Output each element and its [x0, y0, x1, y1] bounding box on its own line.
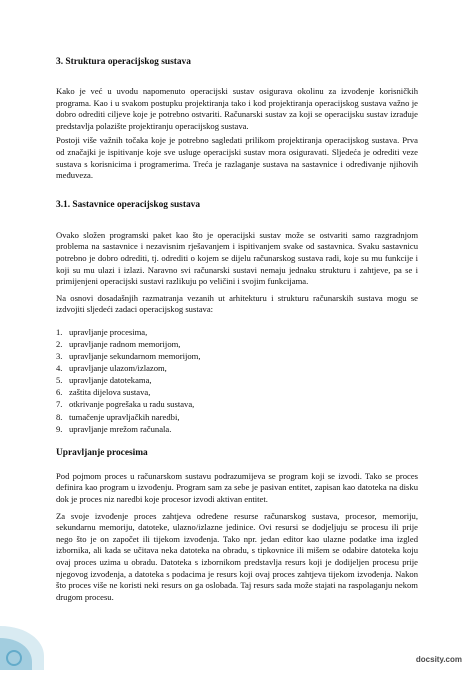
paragraph-process-resources: Za svoje izvođenje proces zahtjeva određene resurse računarskog sustava, procesor, memoriju, sekundarnu memoriju, datoteke, ulazno/izlazne jedinice. Ovi resursi se dodjeljuju se procesu ili prije nego što je on započet ili tijekom izvođenja. Tako npr. jedan editor kao ulazne podatke ima izgled izbornika, ali kada se učitava neka datoteka na obradu, s tipkovnice ili mišem se odabire datoteka koju ovaj proces uzima u obradu. Datoteka s izbornikom predstavlja resurs koji je dodijeljen procesu prije njegovog izvođenja, a datoteka s podacima je resurs koji ovaj proces zahtjeva tijekom izvođenja. Nakon što proces više ne koristi neki resurs on ga oslobađa. Taj resurs sada može stajati na raspolaganju nekom drugom procesu. [56, 510, 418, 602]
docsity-watermark-icon [0, 612, 52, 670]
list-item [56, 398, 418, 410]
list-item [56, 386, 418, 398]
list-text: upravljanje procesima, [69, 326, 148, 337]
list-item [56, 411, 418, 423]
list-item [56, 338, 418, 350]
list-number: 4. [56, 363, 63, 374]
list-text: upravljanje ulazom/izlazom, [69, 363, 167, 374]
list-text: tumačenje upravljačkih naredbi, [69, 411, 180, 422]
list-item [56, 326, 418, 338]
document-page [56, 56, 418, 603]
docsity-logo-icon [0, 612, 52, 670]
tasks-list [56, 326, 418, 435]
list-text: upravljanje radnom memorijom, [69, 339, 181, 349]
list-number: 8. [56, 411, 63, 422]
list-number: 3. [56, 351, 63, 362]
list-number: 6. [56, 387, 63, 398]
paragraph-tasks-intro: Na osnovi dosadašnjih razmatranja vezanih ut arhitekturu i strukturu računarskih sustava mogu se izdvojiti sljedeći zadaci operacijskog sustava: [56, 292, 418, 315]
paragraph-design-points: Postoji više važnih točaka koje je potrebno sagledati prilikom projektiranja operacijskog sustava. Prva od značajki je ispitivanje koje sve usluge operacijski sustav mora osiguravati. Sljedeća je odrediti veze sustava s korisnicima i programerima. Treća je razlaganje sustava na sastavnice i određivanje njihovih međuveza. [56, 135, 418, 181]
list-item [56, 374, 418, 386]
paragraph-process-definition: Pod pojmom proces u računarskom sustavu podrazumijeva se program koji se izvodi. Tako se proces definira kao program u izvođenju. Program sam za sebe je pasivan entitet, zapisan kao datoteka na disku dok je proces niz naredbi koje procesor izvodi aktivan entitet. [56, 470, 418, 504]
list-text: otkrivanje pogrešaka u radu sustava, [69, 399, 195, 410]
section-heading-process-management: Upravljanje procesima [56, 447, 148, 458]
list-number: 2. [56, 339, 63, 349]
list-text: upravljanje mrežom računala. [69, 423, 172, 434]
list-item [56, 362, 418, 374]
list-text: upravljanje sekundarnom memorijom, [69, 351, 201, 362]
paragraph-intro: Kako je već u uvodu napomenuto operacijski sustav osigurava okolinu za izvođenje korisničkih programa. Kao i u svakom postupku projektiranja tako i kod projektiranja operacijskog sustava važno je dobro odrediti ciljeve koje je potrebno ostvariti. Računarski sustav za koji se operacijsku sustav izrađuje predstavlja polazište projektiranju operacijskog sustava. [56, 86, 418, 131]
list-text: zaštita dijelova sustava, [69, 387, 151, 398]
paragraph-components: Ovako složen programski paket kao što je operacijski sustav može se ostvariti samo razgradnjom problema na sastavnice i nezavisnim rješavanjem i ispitivanjem svake od sastavnica. Svaku sastavnicu potrebno je dobro odrediti, tj. odrediti o kojem se dijelu računarskog sustava radi, koje su mu funkcije i koji su mu ulazi i izlazi. Naravno svi računarski sustavi nemaju jednaku strukturu i zahtjeve, pa se i primijenjeni operacijski sustavi razlikuju po veličini i svojim funkcijama. [56, 229, 418, 287]
list-item [56, 350, 418, 362]
list-number: 9. [56, 423, 63, 434]
section-heading-components: 3.1. Sastavnice operacijskog sustava [56, 199, 201, 210]
list-item [56, 423, 418, 435]
docsity-brand[interactable]: docsity.com [415, 655, 462, 664]
list-number: 5. [56, 375, 63, 386]
list-number: 1. [56, 326, 63, 337]
list-number: 7. [56, 399, 63, 410]
list-text: upravljanje datotekama, [69, 375, 152, 386]
section-heading-structure: 3. Struktura operacijskog sustava [56, 57, 191, 67]
